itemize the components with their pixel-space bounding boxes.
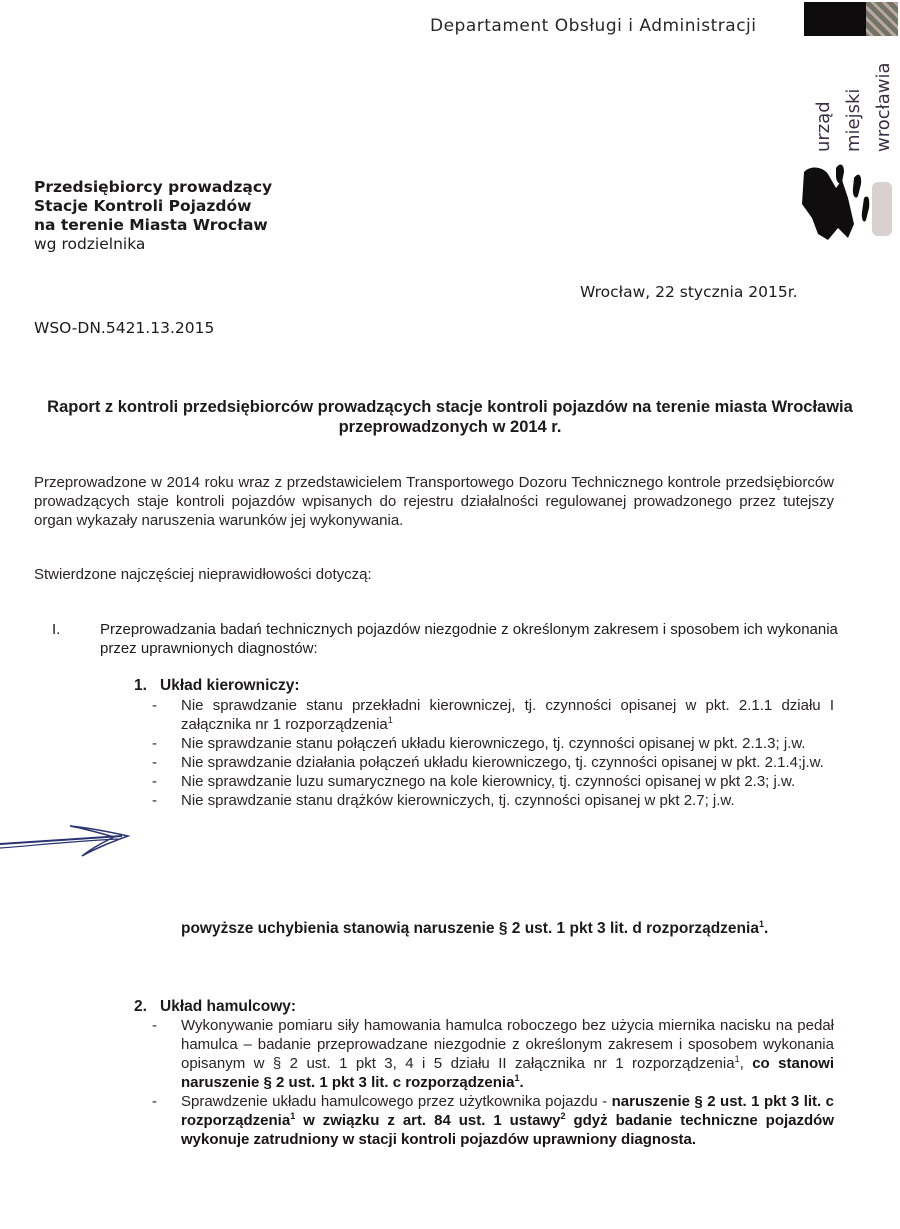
logo-text-miejski: miejski [843,88,864,152]
section-text: Przeprowadzania badań technicznych pojazdów niezgodnie z określonym zakresem i sposobem ich wykonania przez uprawnionych diagnostów: [100,621,838,657]
document-title: Raport z kontroli przedsiębiorców prowadzących stacje kontroli pojazdów na terenie miasta Wrocławia przeprowadzonych w 2014 r. [47,398,853,436]
subsection-number: 1. [134,677,147,694]
addressee-line: na terenie Miasta Wrocław [34,216,268,234]
document-date: Wrocław, 22 stycznia 2015r. [580,283,798,301]
footnote-ref: 1 [758,918,764,929]
logo-block [804,2,866,36]
addressee-line: Stacje Kontroli Pojazdów [34,197,252,215]
bullet-icon: - [152,754,157,771]
bullet-icon: - [152,697,157,714]
bullet-list [144,696,834,810]
findings-intro: Stwierdzone najczęściej nieprawidłowości dotyczą: [34,566,372,583]
bullet-icon: - [152,773,157,790]
list-item: - Nie sprawdzanie stanu połączeń układu kierowniczego, tj. czynności opisanej w pkt. 2.1.3; j.w. [152,735,806,752]
addressee-block [34,178,272,254]
addressee-line: Przedsiębiorcy prowadzący [34,178,273,196]
subsection-number: 2. [134,998,147,1015]
bullet-icon: - [152,792,157,809]
list-item: - Sprawdzenie układu hamulcowego przez użytkownika pojazdu - naruszenie § 2 ust. 1 pkt 3 lit. c rozporządzenia$^1$ w związku z art. 84 ust. 1 ustawy$^2$ gdyż badanie techniczne pojazdów wykonuje zatrudniony w stacji kontroli pojazdów uprawniony diagnosta. [152,1093,835,1148]
subsection-title: Układ kierowniczy: [160,677,300,694]
list-item: - Wykonywanie pomiaru siły hamowania hamulca roboczego bez użycia miernika nacisku na pedał hamulca – badanie przeprowadzane niezgodnie z określonym zakresem i sposobem wykonania opisanym w § 2 ust. 1 pkt 3, 4 i 5 działu II załącznika nr 1 rozporządzenia$^1$, co stanowi naruszenie § 2 ust. 1 pkt 3 lit. c rozporządzenia$^1$. [152,1017,834,1091]
department-name: Departament Obsługi i Administracji [430,16,757,36]
subsection-steering [134,677,834,810]
bullet-icon: - [152,1017,157,1034]
intro-paragraph: Przeprowadzone w 2014 roku wraz z przedstawicielem Transportowego Dozoru Technicznego kontrole przedsiębiorców prowadzących staje kontroli pojazdów wpisanych do rejestru działalności regulowanej prowadzonego przez tutejszy organ wykazały naruszenia warunków jej wykonywania. [34,474,834,529]
bullet-icon: - [152,735,157,752]
footnote-ref: 1 [387,715,393,725]
subsection-title: Układ hamulcowy: [160,998,297,1015]
reference-number: WSO-DN.5421.13.2015 [34,319,215,337]
logo-stamp-texture [866,2,898,36]
list-item: - Nie sprawdzanie luzu sumarycznego na kole kierownicy, tj. czynności opisanej w pkt 2.3; j.w. [152,773,796,790]
list-item: - Nie sprawdzanie działania połączeń układu kierowniczego, tj. czynności opisanej w pkt. 2.1.4;j.w. [152,754,824,771]
logo-text-wroclawia: wrocławia [873,62,894,152]
city-logo-icon [798,158,898,242]
list-item: - Nie sprawdzanie stanu przekładni kierowniczej, tj. czynności opisanej w pkt. 2.1.1 działu I załącznika nr 1 rozporządzenia$^1$ [152,697,834,733]
subsection-heading [134,677,834,695]
section-number: I. [52,621,61,638]
bullet-list [144,1016,834,1149]
subsection-heading [134,998,834,1016]
logo-text-urzad: urząd [813,101,834,152]
subsection-brakes [134,998,834,1149]
bullet-icon: - [152,1093,157,1110]
addressee-distribution: wg rodzielnika [34,235,146,253]
list-item: - Nie sprawdzanie stanu drążków kierowniczych, tj. czynności opisanej w pkt 2.7; j.w. [152,792,735,809]
steering-conclusion: powyższe uchybienia stanowią naruszenie § 2 ust. 1 pkt 3 lit. d rozporządzenia$^1$. [181,918,769,937]
hand-drawn-arrow-icon [0,818,140,858]
